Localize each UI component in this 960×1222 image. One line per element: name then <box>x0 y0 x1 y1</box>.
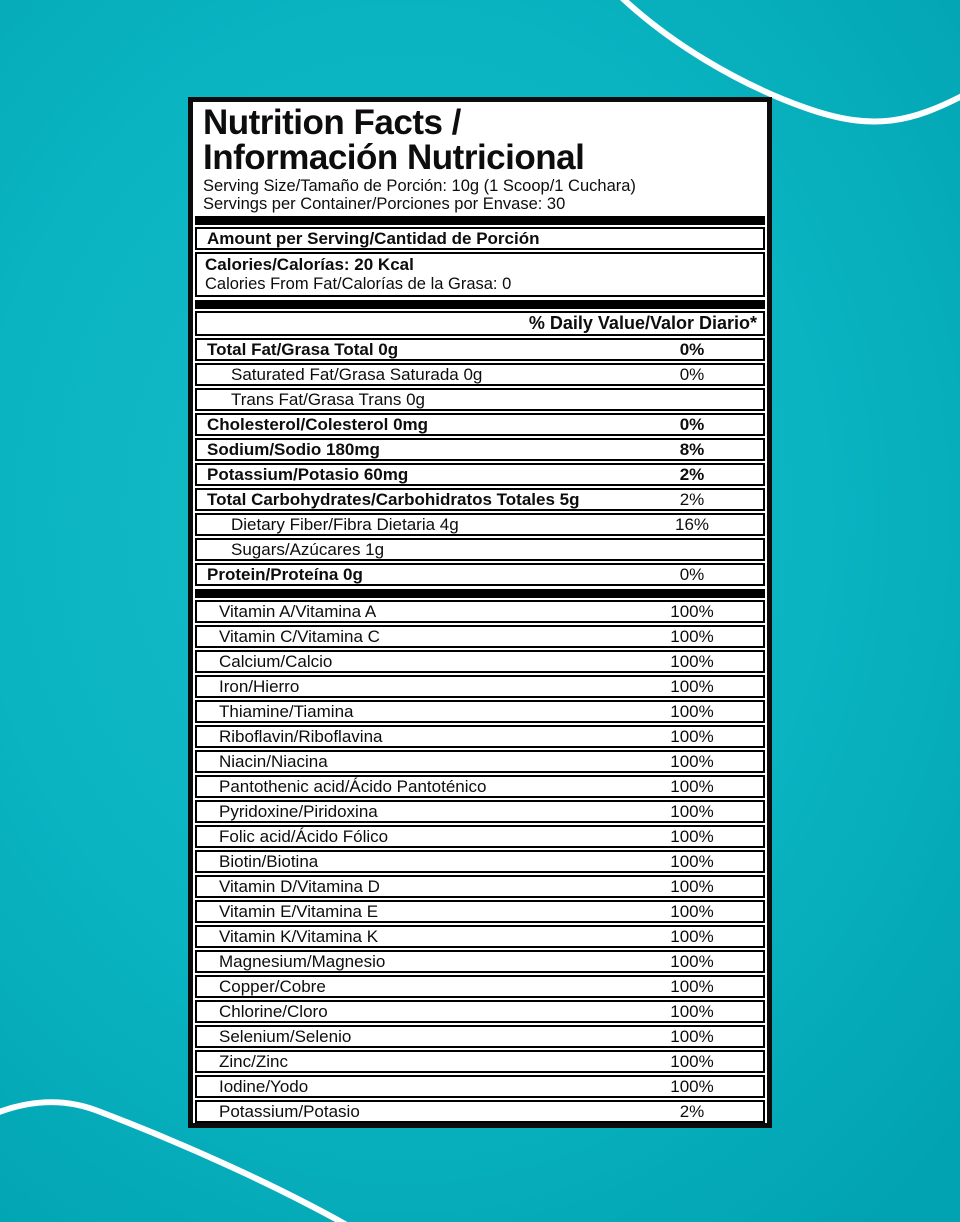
calories-text: Calories/Calorías: 20 Kcal <box>205 255 414 274</box>
nutrient-value: 100% <box>670 726 714 746</box>
nutrient-value: 100% <box>670 926 714 946</box>
nutrient-row <box>195 488 765 511</box>
micronutrient-row <box>195 750 765 773</box>
nutrient-label: Sugars/Azúcares 1g <box>231 539 385 559</box>
nutrient-row <box>195 513 765 536</box>
nutrition-facts-label <box>188 97 772 1128</box>
micronutrient-row <box>195 1075 765 1098</box>
micronutrient-row <box>195 650 765 673</box>
nutrient-label: Sodium/Sodio 180mg <box>207 439 380 459</box>
nutrient-value: 2% <box>679 464 705 484</box>
nutrient-label: Riboflavin/Riboflavina <box>219 726 383 746</box>
micronutrient-row <box>195 925 765 948</box>
micronutrient-row <box>195 800 765 823</box>
nutrient-label: Vitamin E/Vitamina E <box>219 901 379 921</box>
nutrient-label: Vitamin K/Vitamina K <box>219 926 379 946</box>
nutrient-label: Folic acid/Ácido Fólico <box>219 826 389 846</box>
nutrient-value: 100% <box>670 601 714 621</box>
servings-per-container-text: Servings per Container/Porciones por Envase: 30 <box>203 194 566 213</box>
micronutrient-row <box>195 1000 765 1023</box>
nutrient-label: Vitamin C/Vitamina C <box>219 626 380 646</box>
nutrient-label: Niacin/Niacina <box>219 751 328 771</box>
nutrient-label: Biotin/Biotina <box>219 851 319 871</box>
nutrient-value: 100% <box>670 701 714 721</box>
nutrient-label: Zinc/Zinc <box>219 1051 288 1071</box>
nutrient-label: Protein/Proteína 0g <box>207 564 363 584</box>
nutrient-value: 0% <box>679 564 705 584</box>
nutrient-row <box>195 413 765 436</box>
nutrient-label: Vitamin A/Vitamina A <box>219 601 377 621</box>
nutrient-label: Iodine/Yodo <box>219 1076 309 1096</box>
micronutrient-row <box>195 1050 765 1073</box>
label-title-line1: Nutrition Facts / <box>203 103 461 142</box>
nutrient-label: Thiamine/Tiamina <box>219 701 354 721</box>
nutrient-value: 100% <box>670 851 714 871</box>
nutrient-label: Dietary Fiber/Fibra Dietaria 4g <box>231 514 459 534</box>
nutrient-label: Total Carbohydrates/Carbohidratos Totales 5g <box>207 489 580 509</box>
amount-per-serving-row <box>195 227 765 250</box>
nutrient-label: Selenium/Selenio <box>219 1026 352 1046</box>
nutrient-label: Total Fat/Grasa Total 0g <box>207 339 399 359</box>
nutrient-value: 100% <box>670 776 714 796</box>
divider-bar <box>195 589 765 598</box>
nutrient-value: 100% <box>670 676 714 696</box>
nutrient-label: Chlorine/Cloro <box>219 1001 328 1021</box>
micronutrient-row <box>195 975 765 998</box>
micronutrient-row <box>195 725 765 748</box>
serving-size-text: Serving Size/Tamaño de Porción: 10g (1 Scoop/1 Cuchara) <box>203 177 636 195</box>
nutrient-value: 100% <box>670 1001 714 1021</box>
nutrient-value: 0% <box>679 364 705 384</box>
label-header <box>195 102 765 213</box>
nutrient-value: 100% <box>670 626 714 646</box>
micronutrient-row <box>195 675 765 698</box>
micronutrient-row <box>195 775 765 798</box>
nutrient-row <box>195 363 765 386</box>
nutrient-row <box>195 538 765 561</box>
nutrient-label: Iron/Hierro <box>219 676 300 696</box>
nutrient-value: 2% <box>679 1101 705 1121</box>
micronutrient-row <box>195 1025 765 1048</box>
micronutrient-row <box>195 950 765 973</box>
nutrient-value: 2% <box>679 489 705 509</box>
nutrient-label: Trans Fat/Grasa Trans 0g <box>231 389 425 409</box>
nutrient-label: Vitamin D/Vitamina D <box>219 876 380 896</box>
nutrient-row <box>195 388 765 411</box>
amount-per-serving-text: Amount per Serving/Cantidad de Porción <box>207 228 540 248</box>
nutrient-value: 100% <box>670 1051 714 1071</box>
nutrient-label: Potassium/Potasio 60mg <box>207 464 409 484</box>
micronutrient-row <box>195 825 765 848</box>
micronutrient-row <box>195 900 765 923</box>
micronutrient-row <box>195 625 765 648</box>
calories-from-fat-text: Calories From Fat/Calorías de la Grasa: 0 <box>205 275 512 293</box>
nutrient-value: 100% <box>670 751 714 771</box>
micronutrient-rows-section <box>195 600 765 1123</box>
nutrient-value: 100% <box>670 651 714 671</box>
nutrient-value: 100% <box>670 1076 714 1096</box>
nutrient-label: Saturated Fat/Grasa Saturada 0g <box>231 364 483 384</box>
micronutrient-row <box>195 600 765 623</box>
nutrient-value: 0% <box>679 414 705 434</box>
micronutrient-row <box>195 700 765 723</box>
nutrient-label: Pyridoxine/Piridoxina <box>219 801 378 821</box>
nutrient-rows-section <box>195 338 765 586</box>
nutrient-value: 100% <box>670 826 714 846</box>
nutrient-label: Magnesium/Magnesio <box>219 951 386 971</box>
nutrient-value: 16% <box>674 514 710 534</box>
nutrient-label: Copper/Cobre <box>219 976 326 996</box>
nutrient-row <box>195 463 765 486</box>
daily-value-header-row <box>195 311 765 336</box>
nutrient-value: 0% <box>679 339 705 359</box>
nutrient-row <box>195 438 765 461</box>
nutrient-value: 100% <box>670 801 714 821</box>
daily-value-header-text: % Daily Value/Valor Diario* <box>528 313 757 333</box>
label-title-line2: Información Nutricional <box>203 138 585 177</box>
nutrient-value: 100% <box>670 876 714 896</box>
nutrient-label: Potassium/Potasio <box>219 1101 360 1121</box>
micronutrient-row <box>195 875 765 898</box>
divider-bar <box>195 216 765 225</box>
nutrient-row <box>195 563 765 586</box>
nutrient-row <box>195 338 765 361</box>
nutrient-value: 100% <box>670 901 714 921</box>
nutrient-value: 100% <box>670 951 714 971</box>
nutrient-value: 100% <box>670 1026 714 1046</box>
nutrient-value: 8% <box>679 439 705 459</box>
micronutrient-row <box>195 1100 765 1123</box>
nutrient-label: Pantothenic acid/Ácido Pantoténico <box>219 776 487 796</box>
calories-box <box>195 252 765 297</box>
nutrient-label: Cholesterol/Colesterol 0mg <box>207 414 429 434</box>
nutrient-value: 100% <box>670 976 714 996</box>
micronutrient-row <box>195 850 765 873</box>
nutrient-label: Calcium/Calcio <box>219 651 333 671</box>
divider-bar <box>195 300 765 309</box>
